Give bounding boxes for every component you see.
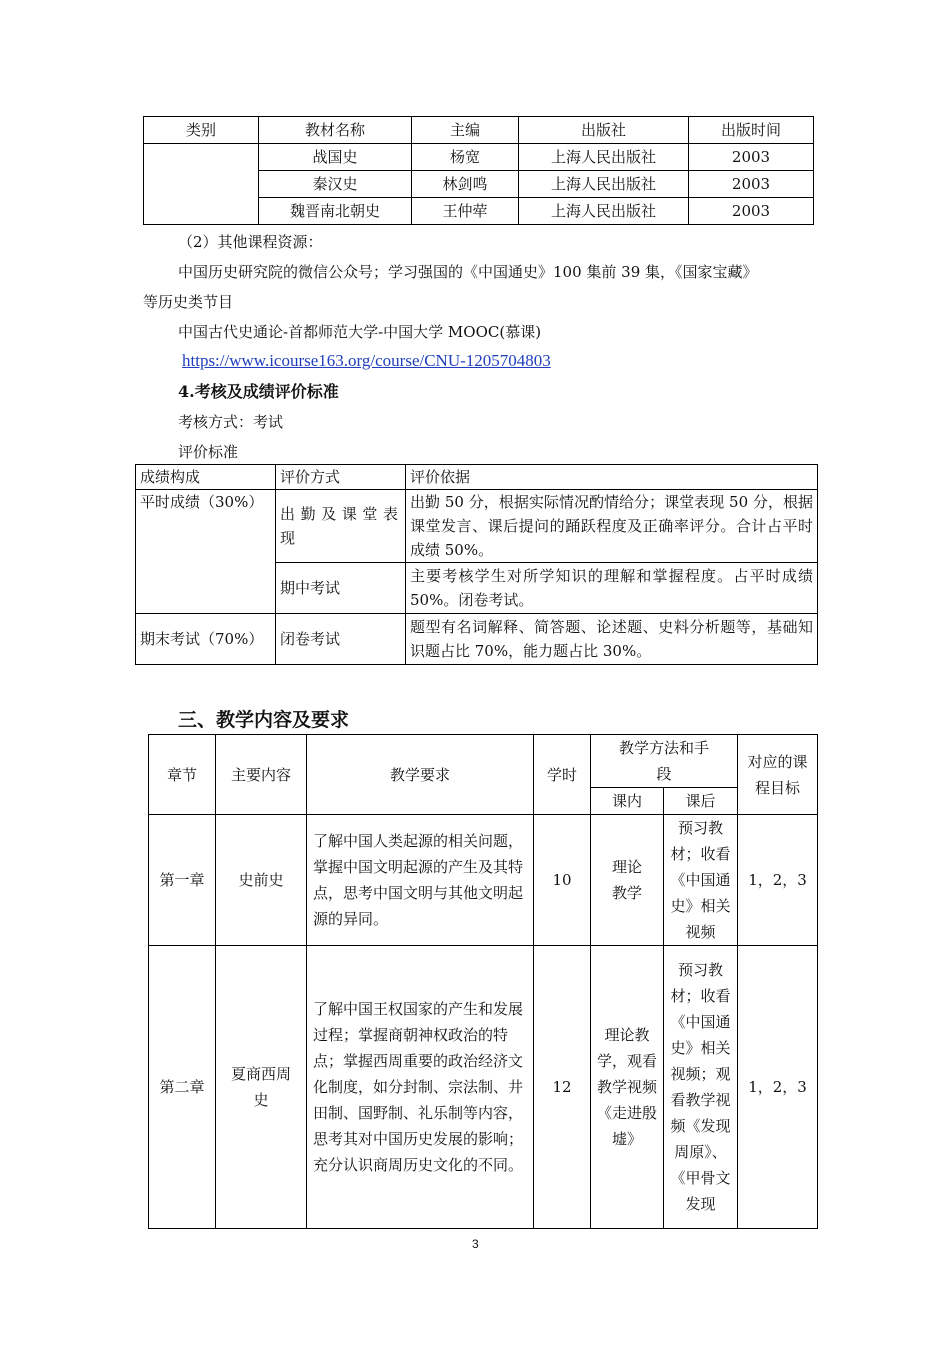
header-requirements: 教学要求 [307,735,534,815]
table-row [144,144,814,171]
page-number: 3 [472,1237,479,1251]
requirement-cell: 了解中国人类起源的相关问题，掌握中国文明起源的产生及其特点，思考中国文明与其他文明起源的异同。 [307,815,534,946]
table-cell: 战国史 [259,144,412,171]
table-cell: 魏晋南北朝史 [259,198,412,225]
table-cell: 杨宽 [412,144,519,171]
evaluation-table [135,464,818,665]
goal-cell: 1，2，3 [738,946,818,1229]
in-class-cell: 理论教学，观看教学视频《走进殷墟》 [591,946,664,1229]
section-heading: 三、教学内容及要求 [178,709,350,731]
midterm-basis-cell: 主要考核学生对所学知识的理解和掌握程度。占平时成绩 50%。闭卷考试。 [406,563,818,614]
attendance-basis-cell: 出勤 50 分，根据实际情况酌情给分；课堂表现 50 分，根据课堂发言、课后提问的踊跃程度及正确率评分。合计占平时成绩 50%。 [406,490,818,563]
textbook-table [143,116,814,225]
table-row [149,946,818,1229]
header-chapter: 章节 [149,735,216,815]
category-cell [144,144,259,225]
final-basis-cell: 题型有名词解释、简答题、论述题、史料分析题等，基础知识题占比 70%，能力题占比 30%。 [406,614,818,665]
header-pub-date: 出版时间 [689,117,814,144]
attendance-method-cell: 出勤及课堂表现 [276,490,406,563]
content-cell: 史前史 [216,815,307,946]
hours-cell: 12 [534,946,591,1229]
resources-line-3: 中国古代史通论-首都师范大学-中国大学 MOOC(慕课) [178,323,542,341]
header-book-name: 教材名称 [259,117,412,144]
table-cell: 秦汉史 [259,171,412,198]
header-course-goal: 对应的课程目标 [738,735,818,815]
requirement-cell: 了解中国王权国家的产生和发展过程；掌握商朝神权政治的特点；掌握西周重要的政治经济文化制度，如分封制、宗法制、井田制、国野制、礼乐制等内容，思考其对中国历史发展的影响；充分认识商周历史文化的不同。 [307,946,534,1229]
table-header-row [144,117,814,144]
table-cell: 林剑鸣 [412,171,519,198]
final-grade-cell: 期末考试（70%） [136,614,276,665]
header-eval-basis: 评价依据 [406,465,818,490]
assessment-heading: 4.考核及成绩评价标准 [178,382,339,401]
header-editor: 主编 [412,117,519,144]
table-cell: 上海人民出版社 [519,144,689,171]
table-cell: 王仲荦 [412,198,519,225]
teaching-content-table [148,734,818,1229]
table-header-row [149,735,818,788]
header-main-content: 主要内容 [216,735,307,815]
final-method-cell: 闭卷考试 [276,614,406,665]
header-category: 类别 [144,117,259,144]
resources-line-2: 等历史类节目 [143,293,234,311]
table-cell: 2003 [689,171,814,198]
chapter-cell: 第一章 [149,815,216,946]
goal-cell: 1，2，3 [738,815,818,946]
chapter-cell: 第二章 [149,946,216,1229]
header-after-class: 课后 [664,788,738,815]
table-row [136,490,818,563]
table-cell: 2003 [689,198,814,225]
criteria-label: 评价标准 [178,443,239,461]
header-in-class: 课内 [591,788,664,815]
content-cell: 夏商西周史 [216,946,307,1229]
header-method: 教学方法和手段 [591,735,738,788]
mooc-link[interactable]: https://www.icourse163.org/course/CNU-1205704803 [182,351,551,370]
usual-grade-cell: 平时成绩（30%） [136,490,276,614]
table-cell: 2003 [689,144,814,171]
after-class-cell: 预习教材；收看《中国通史》相关视频；观看教学视频《发现周原》、《甲骨文发现 [664,946,738,1229]
after-class-cell: 预习教材；收看《中国通史》相关视频 [664,815,738,946]
header-grade-composition: 成绩构成 [136,465,276,490]
other-resources-heading: （2）其他课程资源： [178,233,323,251]
header-hours: 学时 [534,735,591,815]
resources-line-1: 中国历史研究院的微信公众号；学习强国的《中国通史》100 集前 39 集，《国家宝藏》 [178,263,758,281]
table-row [149,815,818,946]
header-publisher: 出版社 [519,117,689,144]
table-header-row [136,465,818,490]
midterm-method-cell: 期中考试 [276,563,406,614]
assessment-method: 考核方式：考试 [178,413,284,431]
in-class-cell: 理论教学 [591,815,664,946]
hours-cell: 10 [534,815,591,946]
table-cell: 上海人民出版社 [519,171,689,198]
table-row [136,614,818,665]
header-eval-method: 评价方式 [276,465,406,490]
table-cell: 上海人民出版社 [519,198,689,225]
